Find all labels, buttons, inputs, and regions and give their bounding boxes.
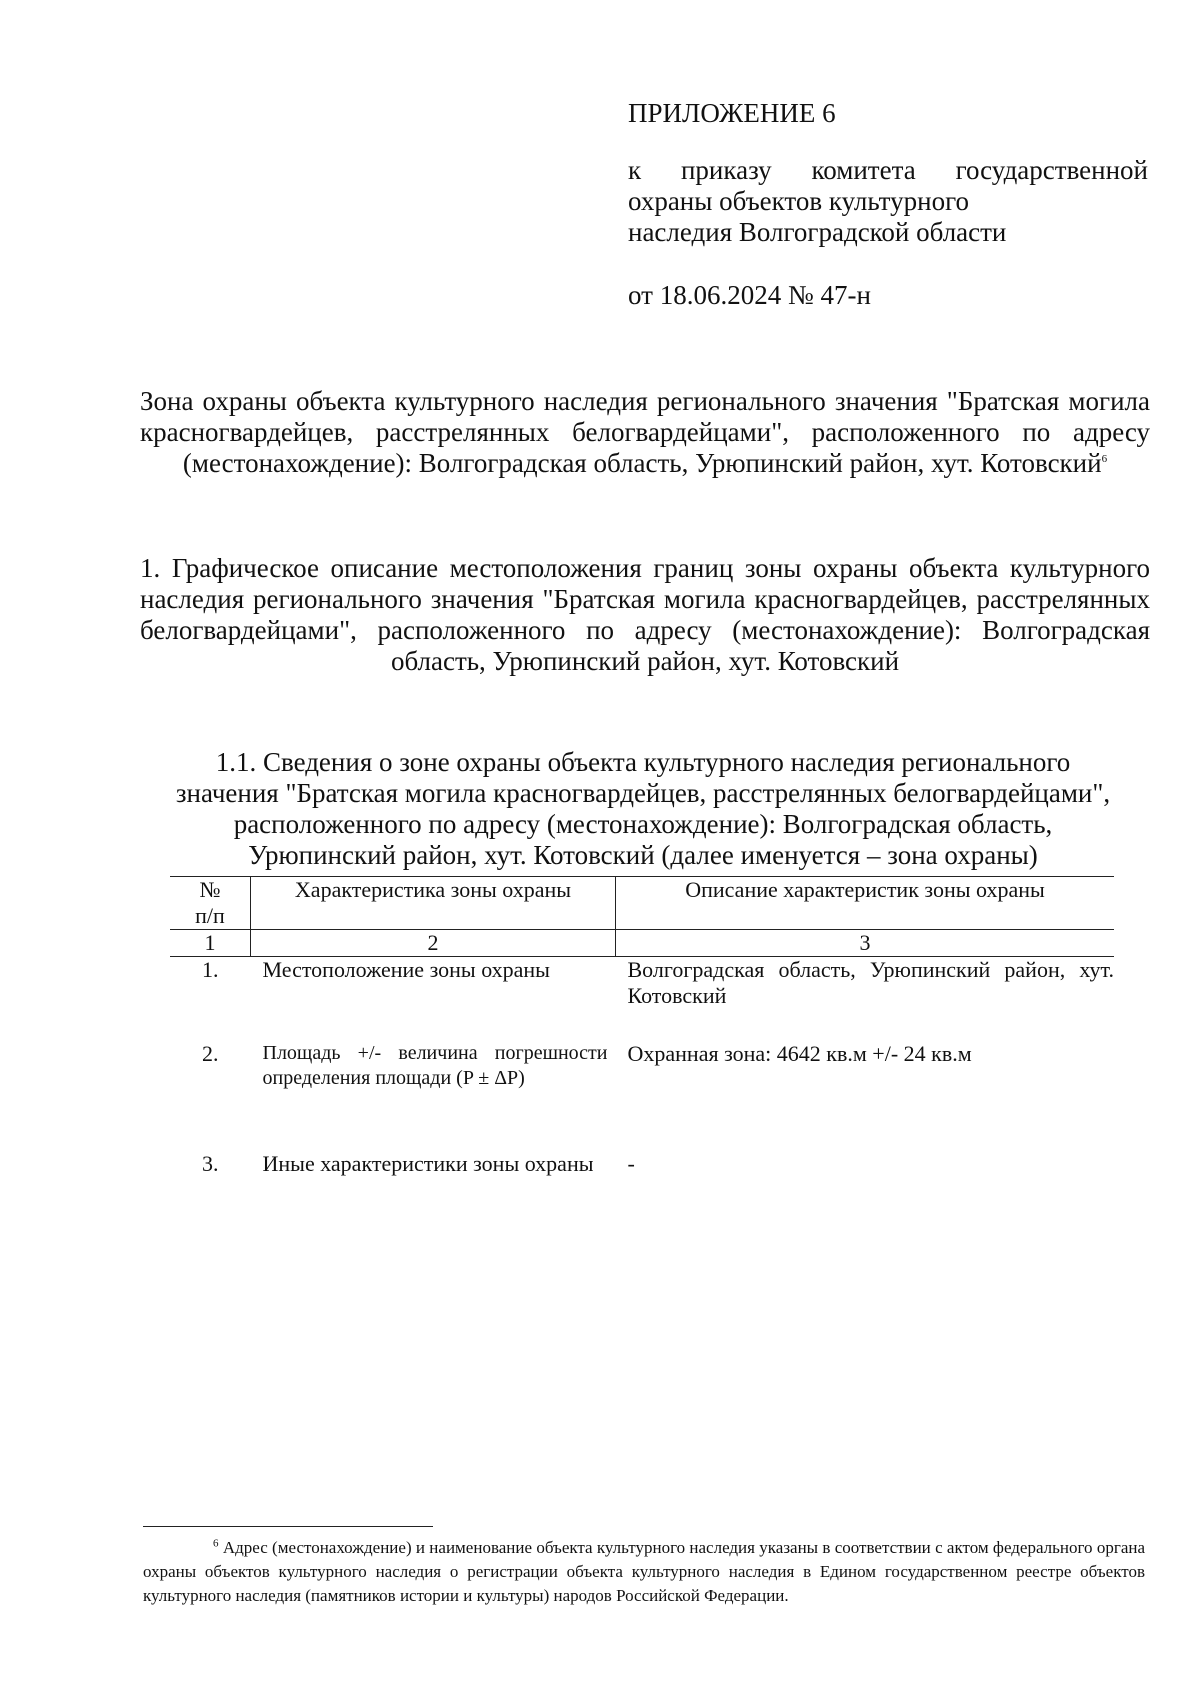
row-characteristic: Местоположение зоны охраны — [262, 957, 550, 982]
row-characteristic: Иные характеристики зоны охраны — [262, 1151, 594, 1176]
section-1-1-heading — [148, 747, 1138, 871]
zone-title-footnote-mark: 6 — [1101, 453, 1108, 465]
section-1-1-line: значения "Братская могила красногвардейцев, расстрелянных белогвардейцами", — [175, 778, 1111, 808]
table-header-row — [170, 877, 1114, 930]
table-row — [170, 1151, 1114, 1211]
section-1-1-line: Урюпинский район, хут. Котовский (далее именуется – зона охраны) — [248, 840, 1038, 870]
appendix-order-line: к приказу комитета государственной — [628, 155, 1148, 185]
row-characteristic: Площадь +/- величина погрешности определения площади (P ± ΔP) — [262, 1042, 608, 1089]
header-num-line: п/п — [195, 903, 225, 928]
section-1-heading: 1. Графическое описание местоположения границ зоны охраны объекта культурного наследия регионального значения "Братская могила красногвардейцев, расстрелянных белогвардейцами", расположенного по адресу (местонахождение): Волгоградская область, Урюпинский район, хут. Котовский — [140, 553, 1150, 676]
header-num-line: № — [199, 877, 221, 902]
footnote — [143, 1536, 1145, 1608]
table-row — [170, 1041, 1114, 1151]
header-num — [170, 877, 251, 930]
appendix-header — [628, 98, 1148, 311]
column-numbers-row — [170, 930, 1114, 957]
column-number: 2 — [251, 930, 616, 957]
table-row — [170, 957, 1114, 1042]
row-description: Охранная зона: 4642 кв.м +/- 24 кв.м — [627, 1041, 972, 1066]
section-1-1-line: расположенного по адресу (местонахождение): Волгоградская область, — [233, 809, 1053, 839]
row-num: 1. — [202, 957, 219, 982]
footnote-divider — [143, 1526, 433, 1527]
header-description: Описание характеристик зоны охраны — [616, 877, 1115, 930]
appendix-title: ПРИЛОЖЕНИЕ 6 — [628, 98, 836, 128]
zone-title-text: Зона охраны объекта культурного наследия регионального значения "Братская могила красногвардейцев, расстрелянных белогвардейцами", расположенного по адресу (местонахождение): Волгоградская область, Урюпинский район, хут. Котовский — [140, 386, 1150, 478]
row-description: Волгоградская область, Урюпинский район, хут. Котовский — [627, 957, 1114, 1008]
appendix-region-line: наследия Волгоградской области — [628, 217, 1007, 247]
zone-title — [140, 386, 1150, 479]
footnote-mark: 6 — [213, 1537, 219, 1550]
header-characteristic: Характеристика зоны охраны — [251, 877, 616, 930]
column-number: 3 — [616, 930, 1115, 957]
row-num: 2. — [202, 1041, 219, 1066]
appendix-committee-line: охраны объектов культурного — [628, 186, 969, 216]
appendix-date: от 18.06.2024 № 47-н — [628, 280, 871, 310]
section-1-1-line: 1.1. Сведения о зоне охраны объекта культурного наследия регионального — [215, 747, 1071, 777]
zone-info-table — [170, 876, 1114, 1211]
row-num: 3. — [202, 1151, 219, 1176]
footnote-text: Адрес (местонахождение) и наименование объекта культурного наследия указаны в соответствии с актом федерального органа охраны объектов культурного наследия о регистрации объекта культурного наследия в Едином государственном реестре объектов культурного наследия (памятников истории и культуры) народов Российской Федерации. — [143, 1538, 1146, 1605]
row-description: - — [627, 1151, 635, 1176]
column-number: 1 — [170, 930, 251, 957]
